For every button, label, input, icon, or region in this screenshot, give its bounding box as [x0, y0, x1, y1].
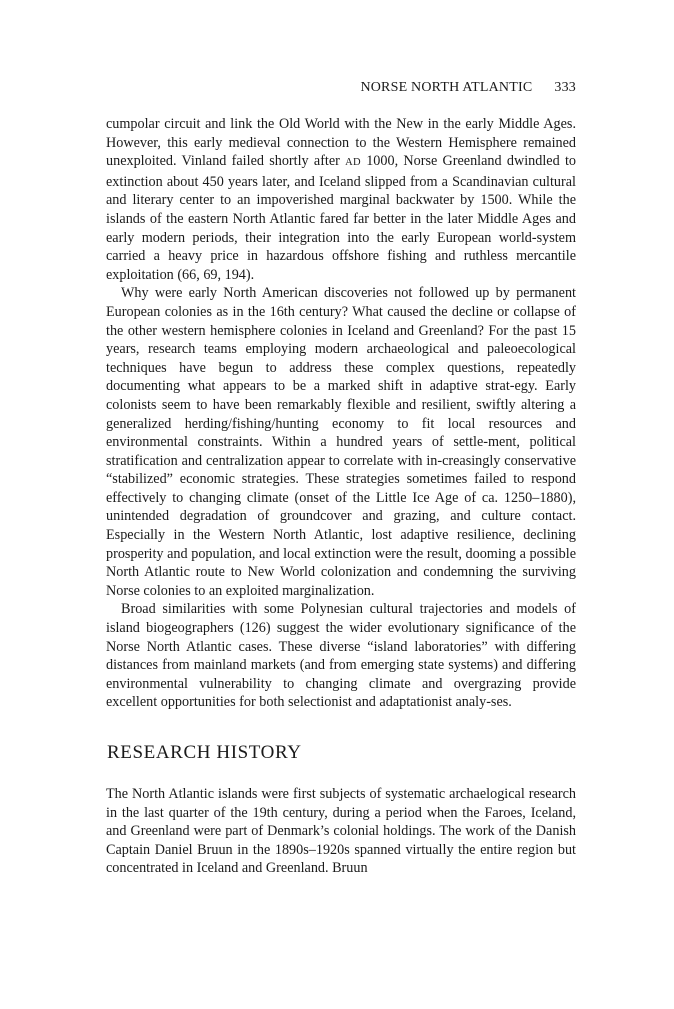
body-text — [106, 115, 576, 712]
running-head — [106, 80, 576, 96]
era-abbreviation: AD — [345, 157, 361, 169]
section-paragraph-1: The North Atlantic islands were first subjects of systematic archaelogical research in the last quarter of the 19th century, during a period when the Faroes, Iceland, and Greenland were part of Denmark’s colonial holdings. The work of the Danish Captain Daniel Bruun in the 1890s–1920s spanned virtually the entire region but concentrated in Iceland and Greenland. Bruun — [106, 786, 576, 877]
paragraph-1-part-a: cumpolar circuit and link the Old World with the New in the early Middle Ages. However, this early medieval connection to the Western Hemisphere remained unexploited. Vinland failed shortly after — [106, 116, 576, 170]
paragraph-1-part-b: 1000, Norse Greenland dwindled to extinction about 450 years later, and Iceland slipped from a Scandinavian cultural and literary center to an impoverished marginal backwater by 1500. While the islands of the eastern North Atlantic fared far better in the later Middle Ages and early modern periods, their integration into the early European world-system carried a heavy price in hazardous offshore fishing and ruthless mercantile exploitation (66, 69, 194). — [106, 153, 576, 283]
section-body — [106, 785, 576, 878]
running-head-title: NORSE NORTH ATLANTIC — [360, 80, 533, 95]
paragraph-3: Broad similarities with some Polynesian cultural trajectories and models of island biogeographers (126) suggest the wider evolutionary significance of the Norse North Atlantic cases. These diverse “island laboratories” with differing distances from mainland markets (and from emerging state systems) and differing environmental vulnerability to changing climate and overgrazing provide excellent opportunities for both selectionist and adaptationist analy-ses. — [106, 601, 576, 711]
page-number: 333 — [554, 80, 576, 95]
paragraph-1 — [106, 115, 576, 284]
paragraph-2: Why were early North American discoveries not followed up by permanent European colonies as in the 16th century? What caused the decline or collapse of the other western hemisphere colonies in Iceland and Greenland? For the past 15 years, research teams employing modern archaeological and paleoecological techniques have begun to address these complex questions, repeatedly documenting what appears to be a marked shift in adaptive strat-egy. Early colonists seem to have been remarkably flexible and resilient, swiftly altering a generalized herding/fishing/hunting economy to fit local resources and environmental constraints. Within a hundred years of settle-ment, political stratification and centralization appear to correlate with in-creasingly conservative “stabilized” economic strategies. These strategies sometimes failed to respond effectively to changing climate (onset of the Little Ice Age of ca. 1250–1880), unintended degradation of groundcover and grazing, and culture contact. Especially in the Western North Atlantic, lost adaptive resilience, declining prosperity and population, and local extinction were the result, dooming a possible North Atlantic route to New World colonization and condemning the surviving Norse colonies to an exploited marginalization. — [106, 285, 576, 599]
section-heading: RESEARCH HISTORY — [107, 742, 302, 763]
